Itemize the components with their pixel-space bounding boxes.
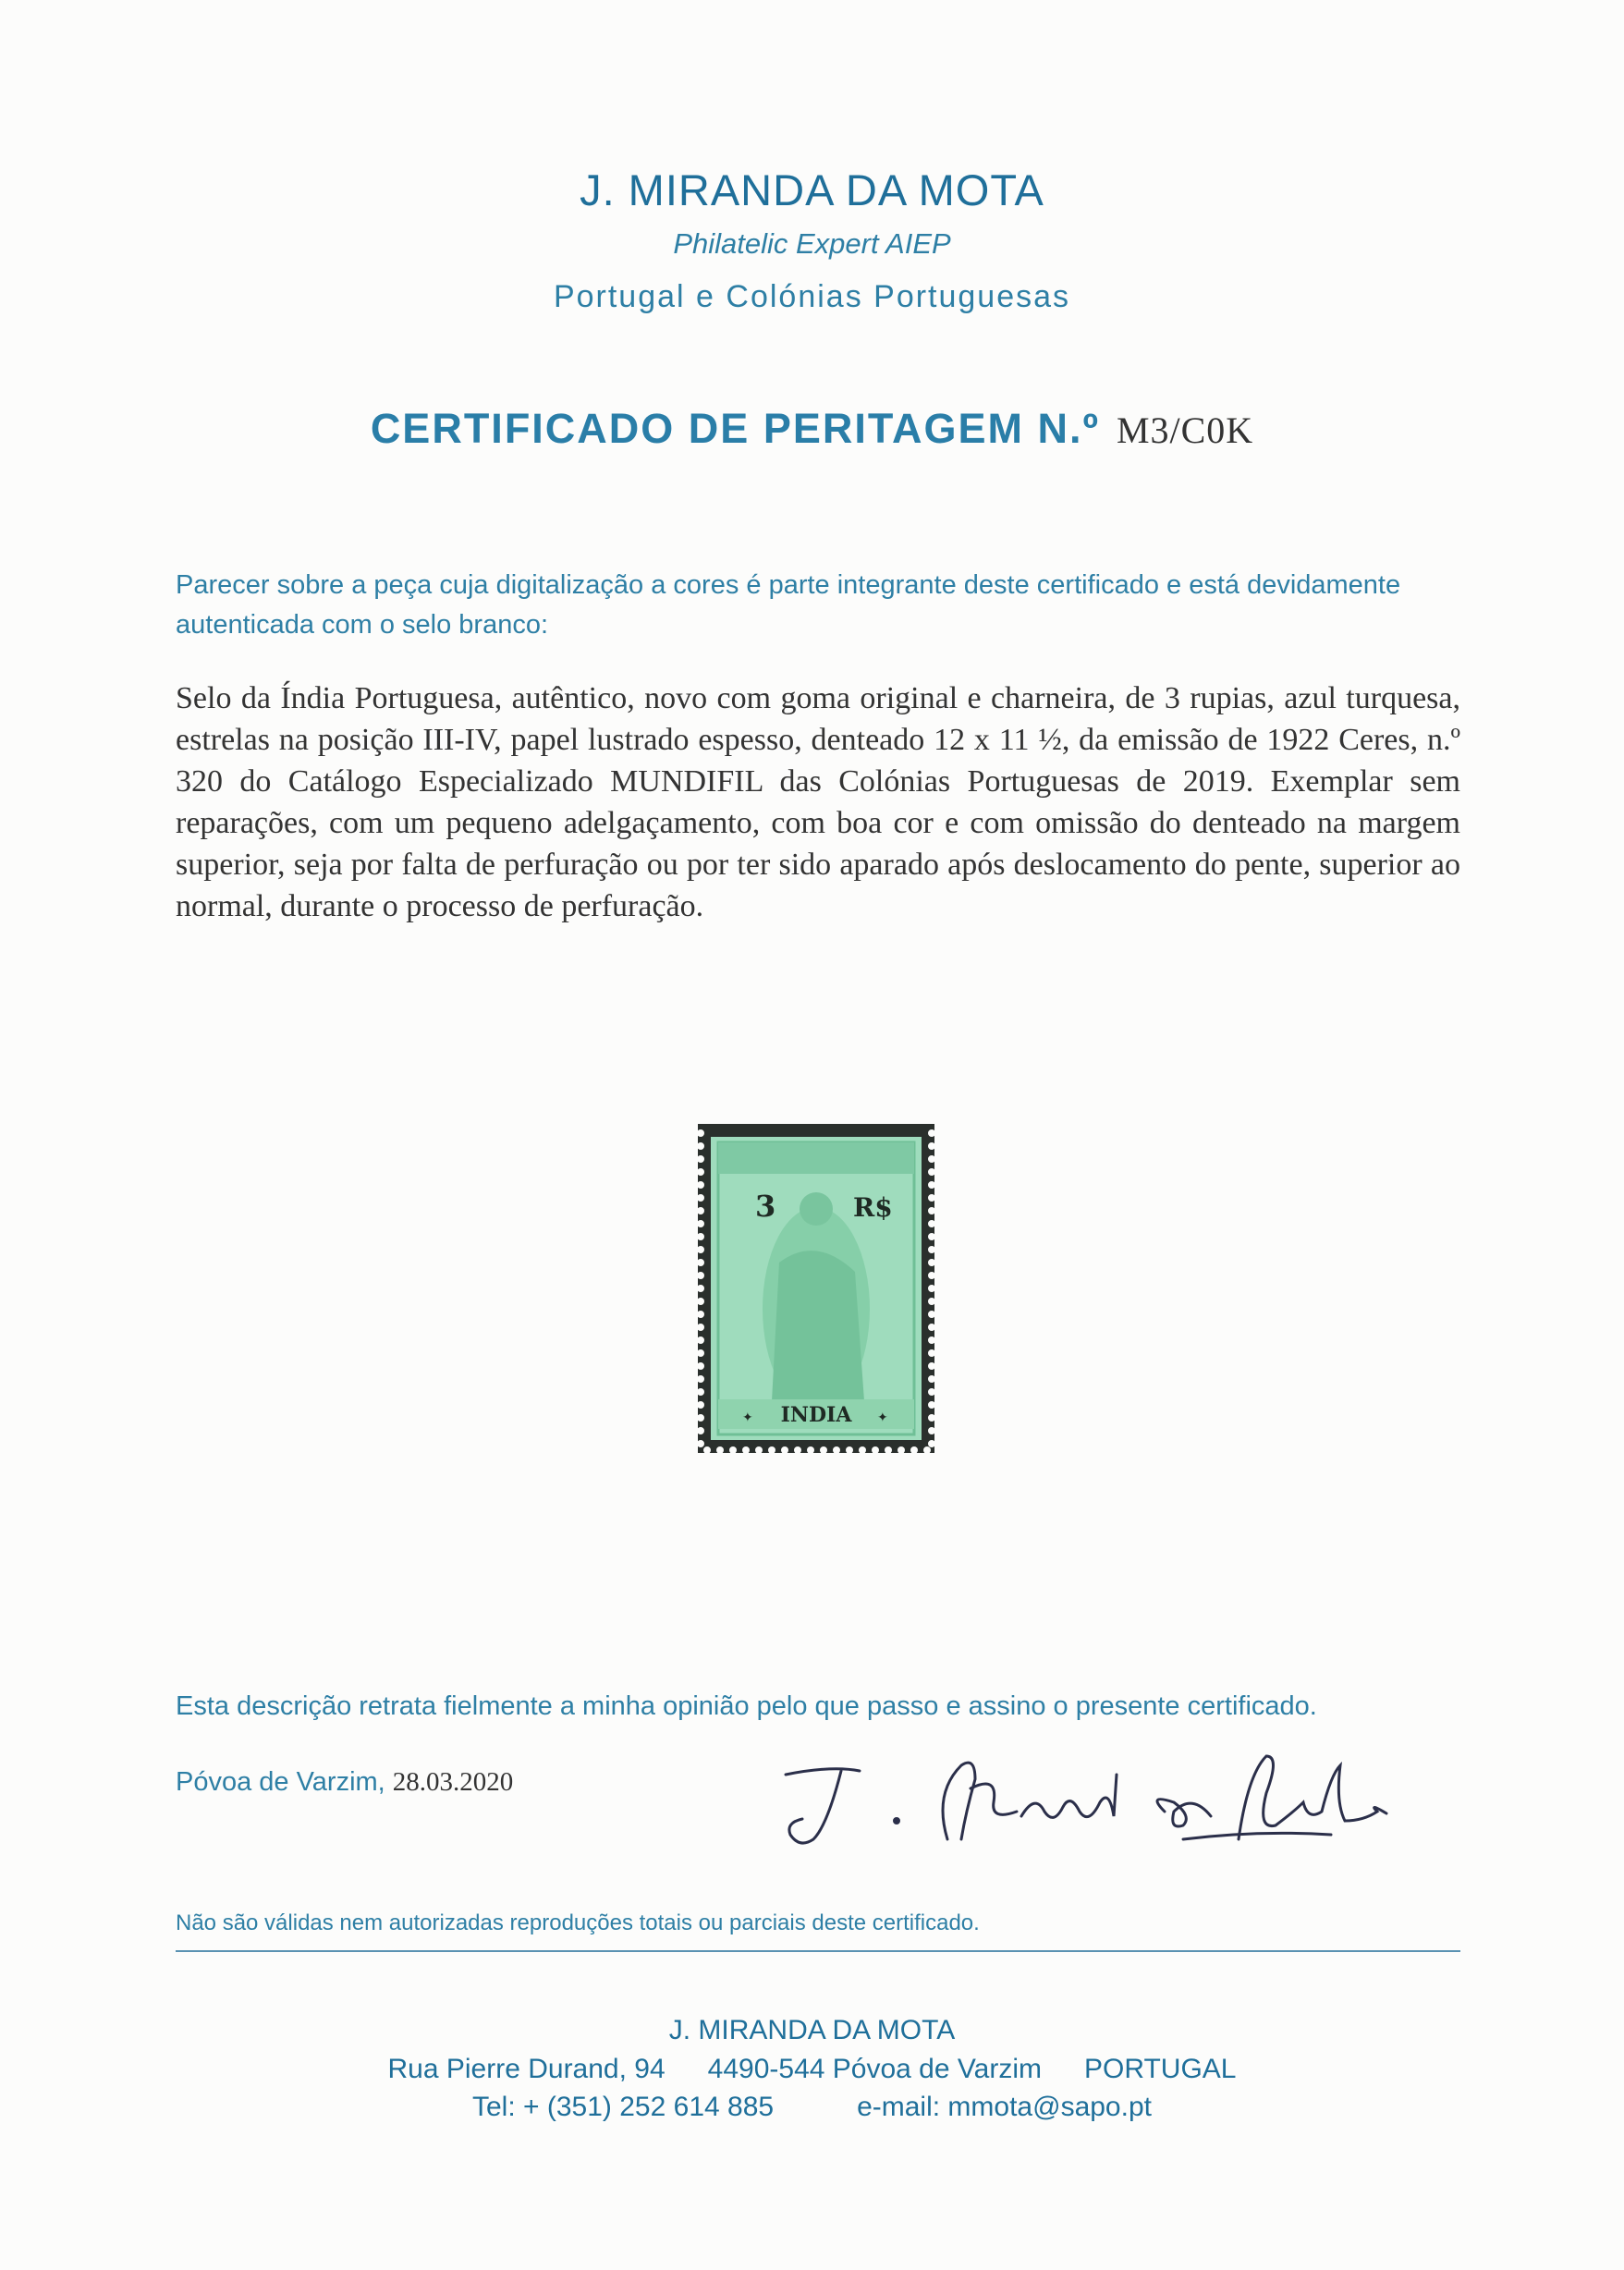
certificate-title-text: CERTIFICADO DE PERITAGEM N.º <box>370 405 1100 452</box>
certificate-title <box>0 405 1624 453</box>
footer-contact <box>0 2092 1624 2123</box>
signature-handwritten <box>776 1738 1405 1867</box>
statement-text: Esta descrição retrata fielmente a minha opinião pelo que passo e assino o presente certificado. <box>176 1691 1317 1721</box>
header-name: J. MIRANDA DA MOTA <box>580 165 1044 214</box>
stamp-star-left-icon: ✦ <box>742 1410 753 1424</box>
certificate-number: M3/C0K <box>1116 409 1254 451</box>
footer-postal: 4490-544 Póvoa de Varzim <box>707 2054 1042 2084</box>
footer-divider <box>176 1950 1460 1952</box>
stamp-country: INDIA <box>780 1403 852 1427</box>
stamp-value: 3 <box>755 1189 776 1224</box>
stamp-star-right-icon: ✦ <box>877 1410 888 1424</box>
footer-country: PORTUGAL <box>1084 2054 1237 2084</box>
footer-street: Rua Pierre Durand, 94 <box>387 2054 665 2084</box>
place-date <box>176 1767 513 1798</box>
footer-email: e-mail: mmota@sapo.pt <box>857 2092 1152 2122</box>
header-region: Portugal e Colónias Portuguesas <box>553 279 1071 314</box>
date: 28.03.2020 <box>392 1767 514 1797</box>
stamp-image <box>698 1124 934 1453</box>
disclaimer-text: Não são válidas nem autorizadas reproduções totais ou parciais deste certificado. <box>176 1910 980 1935</box>
footer-tel: Tel: + (351) 252 614 885 <box>472 2092 775 2122</box>
stamp-currency: R$ <box>853 1192 893 1223</box>
place: Póvoa de Varzim, <box>176 1767 385 1797</box>
intro-text: Parecer sobre a peça cuja digitalização a cores é parte integrante deste certificado e está devidamente autenticada com o selo branco: <box>176 570 1401 640</box>
stamp-description: Selo da Índia Portuguesa, autêntico, novo com goma original e charneira, de 3 rupias, azul turquesa, estrelas na posição III-IV, papel lustrado espesso, denteado 12 x 11 ½, da emissão de 1922 Ceres, n.º 320 do Catálogo Especializado MUNDIFIL das Colónias Portuguesas de 2019. Exemplar sem reparações, com um pequeno adelgaçamento, com boa cor e com omissão do denteado na margem superior, seja por falta de perfuração ou por ter sido aparado após deslocamento do pente, superior ao normal, durante o processo de perfuração. <box>176 681 1460 923</box>
footer-name: J. MIRANDA DA MOTA <box>668 2015 956 2045</box>
footer-address <box>0 2054 1624 2085</box>
header-subtitle: Philatelic Expert AIEP <box>673 227 951 260</box>
